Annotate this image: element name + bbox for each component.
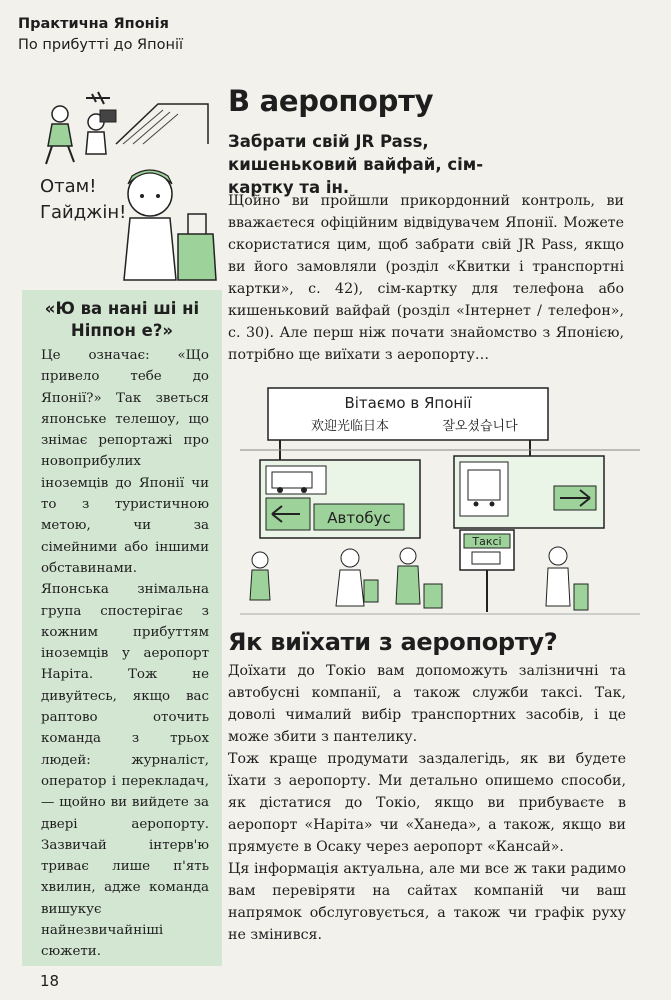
- section2-paragraph: Тож краще продумати заздалегідь, як ви будете їхати з аеропорту. Ми детально опишемо способи, як дістатися до Токіо, якщо ви прибуваєте в аеропорт «Наріта» чи «Ханеда», а також, якщо ви прямуєте в Осаку через аеропорт «Кансай».: [228, 751, 626, 855]
- plane-icon: [86, 92, 110, 104]
- speech-line-2: Гайджін!: [40, 202, 127, 223]
- taxi-sign: [460, 530, 514, 612]
- section2-body: [228, 660, 626, 946]
- bus-sign-label: Автобус: [327, 509, 391, 527]
- arrival-illustration: [38, 84, 218, 284]
- section2-paragraph: Доїхати до Токіо вам допоможуть залізничні та автобусні компанії, а також служби таксі. Так, доволі чималий вибір транспортних засобів, і це може збити з пантелику.: [228, 663, 626, 745]
- banner-chinese: 欢迎光临日本: [310, 419, 390, 434]
- sidebar-paragraph: Це означає: «Що привело тебе до Японії?» Так зветься японське телешоу, що знімає репортажі про новоприбулих іноземців до Японії чи то з туристичною метою, чи за сімейними або іншими обставинами. Японська знімальна група спостерігає з кожним прибуттям іноземців у аеропорт Наріта. Тож не дивуйтесь, якщо вас раптово оточить команда з трьох людей: журналіст, оператор і перекладач, — щойно ви вийдете за двері аеропорту. Зазвичай інтерв'ю триває лише п'ять хвилин, адже команда вишукує найнезвичайніші сюжети.: [41, 348, 209, 960]
- section2-paragraph: Ця інформація актуальна, але ми все ж таки радимо вам перевіряти на сайтах компаній чи ваш напрямок обслуговується, а також чи графік руху не змінився.: [228, 861, 626, 943]
- page-number: 18: [40, 972, 60, 990]
- page-title: В аеропорту: [228, 84, 434, 118]
- section2-title: Як виїхати з аеропорту?: [228, 628, 558, 656]
- page-subtitle: Забрати свій JR Pass, кишеньковий вайфай, сім-картку та ін.: [228, 132, 484, 197]
- banner-korean: 잘오셨습니다: [442, 419, 518, 434]
- sidebar-box: [22, 290, 222, 966]
- sidebar-title: «Ю ва нані ші ні Ніппон е?»: [44, 299, 200, 340]
- header-section: Практична Японія: [18, 16, 169, 32]
- intro-paragraph: Щойно ви пройшли прикордонний контроль, ви вважаєтеся офіційним відвідувачем Японії. Можете скористатися цим, щоб забрати свій JR Pass, якщо ви його замовляли (розділ «Квитки і транспортні картки», с. 42), сім-картку для телефона або кишеньковий вайфай (розділ «Інтернет / телефон», с. 30). Але перш ніж почати знайомство з Японією, потрібно ще виїхати з аеропорту…: [228, 193, 624, 363]
- taxi-sign-label: Таксі: [472, 535, 502, 548]
- bus-sign: [260, 460, 420, 538]
- train-sign: [454, 456, 604, 528]
- speech-line-1: Отам!: [40, 176, 97, 197]
- header-chapter: По прибутті до Японії: [18, 37, 184, 53]
- camera-icon: [100, 110, 116, 122]
- travelers-group: [250, 547, 588, 610]
- airport-illustration: [240, 380, 640, 620]
- sidebar-text: [41, 345, 209, 963]
- taxi-icon: [472, 552, 500, 564]
- intro-text: [228, 190, 624, 366]
- banner-title: Вітаємо в Японії: [344, 394, 472, 412]
